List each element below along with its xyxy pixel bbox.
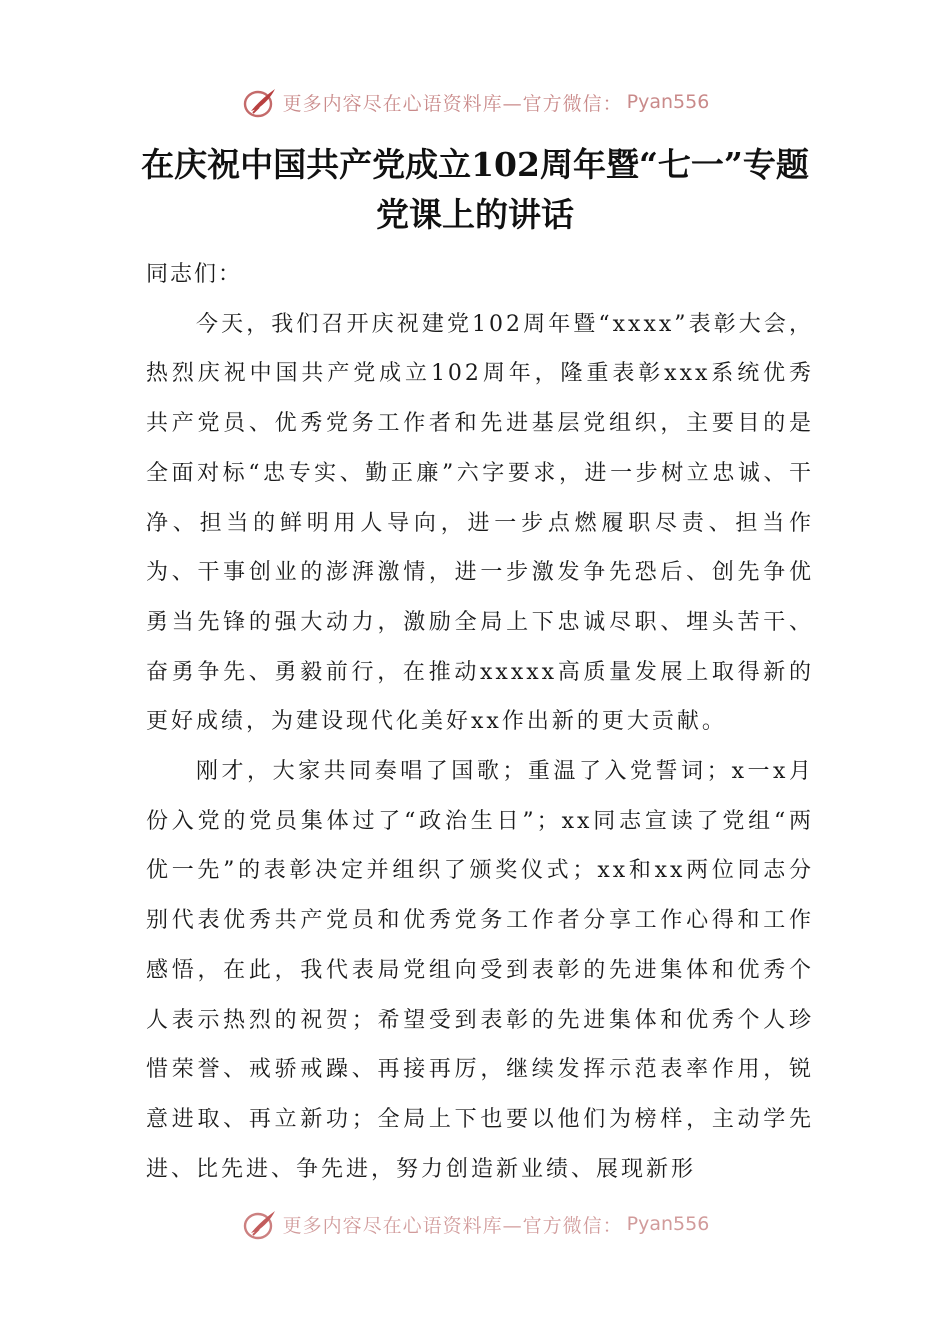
paragraph-2: 刚才，大家共同奏唱了国歌；重温了入党誓词；x一x月份入党的党员集体过了“政治生日”；xx同志宣读了党组“两优一先”的表彰决定并组织了颁奖仪式；xx和xx两位同志分别代表优秀共产党员和优秀党务工作者分享工作心得和工作感悟，在此，我代表局党组向受到表彰的先进集体和优秀个人表示热烈的祝贺；希望受到表彰的先进集体和优秀个人珍惜荣誉、戒骄戒躁、再接再厉，继续发挥示范表率作用，锐意进取、再立新功；全局上下也要以他们为榜样，主动学先进、比先进、争先进，努力创造新业绩、展现新形 xyxy=(146,759,814,1182)
header-watermark xyxy=(0,84,950,120)
document-body xyxy=(146,250,814,1194)
quill-logo-icon xyxy=(241,1207,279,1241)
watermark-text: 更多内容尽在心语资料库—官方微信： xyxy=(282,1214,623,1237)
quill-logo-icon xyxy=(241,85,279,119)
document-title: 在庆祝中国共产党成立102周年暨“七一”专题党课上的讲话 xyxy=(141,145,809,234)
watermark-id: Pyan556 xyxy=(626,91,710,113)
watermark-text: 更多内容尽在心语资料库—官方微信： xyxy=(282,92,623,115)
footer-watermark xyxy=(0,1206,950,1242)
paragraph-1: 今天，我们召开庆祝建党102周年暨“xxxx”表彰大会，热烈庆祝中国共产党成立102周年，隆重表彰xxx系统优秀共产党员、优秀党务工作者和先进基层党组织，主要目的是全面对标“忠专实、勤正廉”六字要求，进一步树立忠诚、干净、担当的鲜明用人导向，进一步点燃履职尽责、担当作为、干事创业的澎湃激情，进一步激发争先恐后、创先争优勇当先锋的强大动力，激励全局上下忠诚尽职、埋头苦干、奋勇争先、勇毅前行，在推动xxxxx高质量发展上取得新的更好成绩，为建设现代化美好xx作出新的更大贡献。 xyxy=(146,311,814,735)
salutation: 同志们： xyxy=(146,262,243,287)
watermark-id: Pyan556 xyxy=(626,1213,710,1235)
